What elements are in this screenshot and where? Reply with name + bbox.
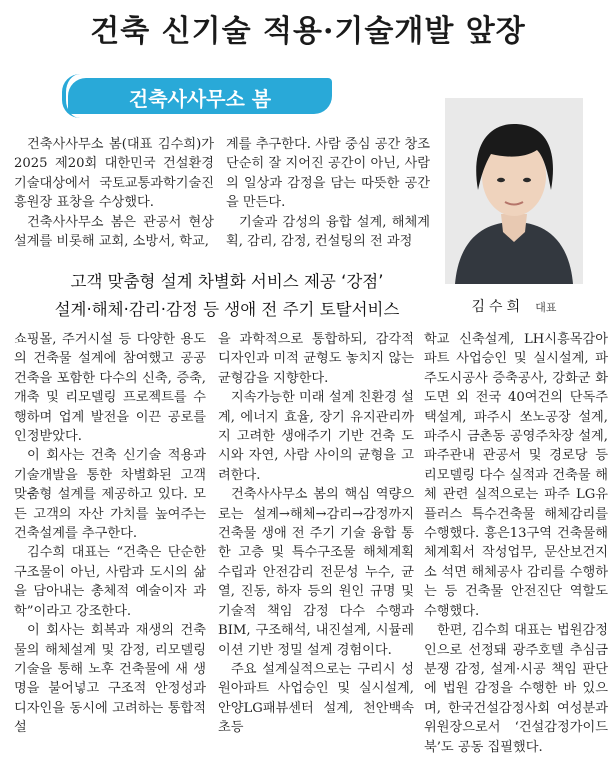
company-banner bbox=[68, 78, 332, 114]
caption-role: 대표 bbox=[535, 301, 557, 314]
article-column-3 bbox=[424, 330, 608, 757]
article-paragraph: 계를 추구한다. 사람 중심 공간 창조 단순히 잘 지어진 공간이 아닌, 사람의 일상과 감정을 담는 따뜻한 공간을 만든다. bbox=[226, 137, 430, 211]
article-paragraph: 이 회사는 회복과 재생의 건축물의 해체설계 및 감정, 리모델링 기술을 통해 노후 건축물에 새 생명을 불어넣고 구조적 안정성과 디자인을 동시에 고려하는 통합적 설 bbox=[14, 623, 206, 736]
article-paragraph: 건축사사무소 봄은 관공서 현상설계를 비롯해 교회, 소방서, 학교, bbox=[14, 214, 214, 250]
article-paragraph: 기술과 감성의 융합 설계, 해체계획, 감리, 감정, 컨설팅의 전 과정 bbox=[226, 214, 430, 250]
article-paragraph: 건축사사무소 봄의 핵심 역량으로는 설계→해체→감리→감정까지 건축물 생애 전 주기 기술 융합 통한 고층 및 특수구조물 해체계획 수립과 안전감리 전문성 누수, 균열, 진동, 하자 등의 원인 규명 및 기술적 책임 감정 다수 수행과 BIM, 구조해석, 내진설계, 시뮬레이션 기반 정밀 설계 경험이다. bbox=[218, 487, 414, 658]
article-paragraph: 한편, 김수희 대표는 법원감정인으로 선정돼 광주호텔 추심금 분쟁 감정, 설계·시공 책임 판단에 법원 감정을 수행한 바 있으며, 한국건설감정사회 여성분과 위원장으로서 ‘건설감정가이드 북’도 공동 집필했다. bbox=[424, 623, 608, 755]
ceo-portrait-photo bbox=[445, 98, 583, 284]
subheadline bbox=[12, 268, 442, 324]
caption-name: 김수희 bbox=[471, 299, 525, 315]
article-paragraph: 지속가능한 미래 설계 친환경 설계, 에너지 효율, 장기 유지관리까지 고려한 생애주기 기반 건축 도시와 자연, 사람 사이의 균형을 고려한다. bbox=[218, 390, 414, 483]
subheadline-line-1: 고객 맞춤형 설계 차별화 서비스 제공 ‘강점’ bbox=[70, 272, 384, 291]
article-paragraph: 주요 설계실적으로는 구리시 성원아파트 사업승인 및 실시설계, 안양LG패뷰센터 설계, 천안백속초등 bbox=[218, 661, 414, 736]
article-column-2 bbox=[218, 330, 414, 738]
portrait-illustration bbox=[445, 98, 583, 284]
article-top-column-2 bbox=[226, 135, 430, 251]
article-paragraph: 을 과학적으로 통합하되, 감각적 디자인과 미적 균형도 놓치지 않는 균형감을 지향한다. bbox=[218, 332, 414, 386]
article-paragraph: 이 회사는 건축 신기술 적용과 기술개발을 통한 차별화된 고객 맞춤형 설계를 제공하고 있다. 모든 고객의 자산 가치를 높여주는 건축설계를 추구한다. bbox=[14, 448, 206, 542]
subheadline-line-2: 설계·해체·감리·감정 등 생애 전 주기 토탈서비스 bbox=[54, 300, 400, 319]
article-paragraph: 학교 신축설계, LH시흥목감아파트 사업승인 및 실시설계, 파주도시공사 증축공사, 강화군 화도면 외 전국 40여건의 단독주택설계, 파주시 쏘노공장 설계, 파주시 금촌동 공영주차장 설계, 파주관내 관공서 및 경로당 등 리모델링 다수 실적과 건축물 해체 관련 실적으로는 파주 LG유플러스 특수건축물 해체감리를 수행했다. 흥은13구역 건축물해체계획서 작성업무, 문산보건지소 석면 해체공사 감리를 수행하는 등 건축물 안전진단 역할도 수행했다. bbox=[424, 332, 608, 619]
headline: 건축 신기술 적용·기술개발 앞장 bbox=[90, 14, 526, 49]
article-column-1 bbox=[14, 330, 206, 738]
photo-caption bbox=[445, 296, 583, 316]
banner-title: 건축사사무소 봄 bbox=[128, 87, 272, 111]
article-top-column-1 bbox=[14, 135, 214, 251]
article-paragraph: 김수희 대표는 “건축은 단순한 구조물이 아닌, 사람과 도시의 삶을 담아내는 총체적 예술이자 과학”이라고 강조한다. bbox=[14, 545, 206, 619]
article-paragraph: 건축사사무소 봄(대표 김수희)가 2025 제20회 대한민국 건설환경기술대상에서 국토교통과학기술진흥원장 표창을 수상했다. bbox=[14, 137, 214, 211]
article-paragraph: 쇼핑몰, 주거시설 등 다양한 용도의 건축물 설계에 참여했고 공공건축을 포함한 다수의 신축, 증축, 개축 및 리모델링 프로젝트를 수행하며 업계 발전을 이끈 공로를 인정받았다. bbox=[14, 332, 206, 445]
